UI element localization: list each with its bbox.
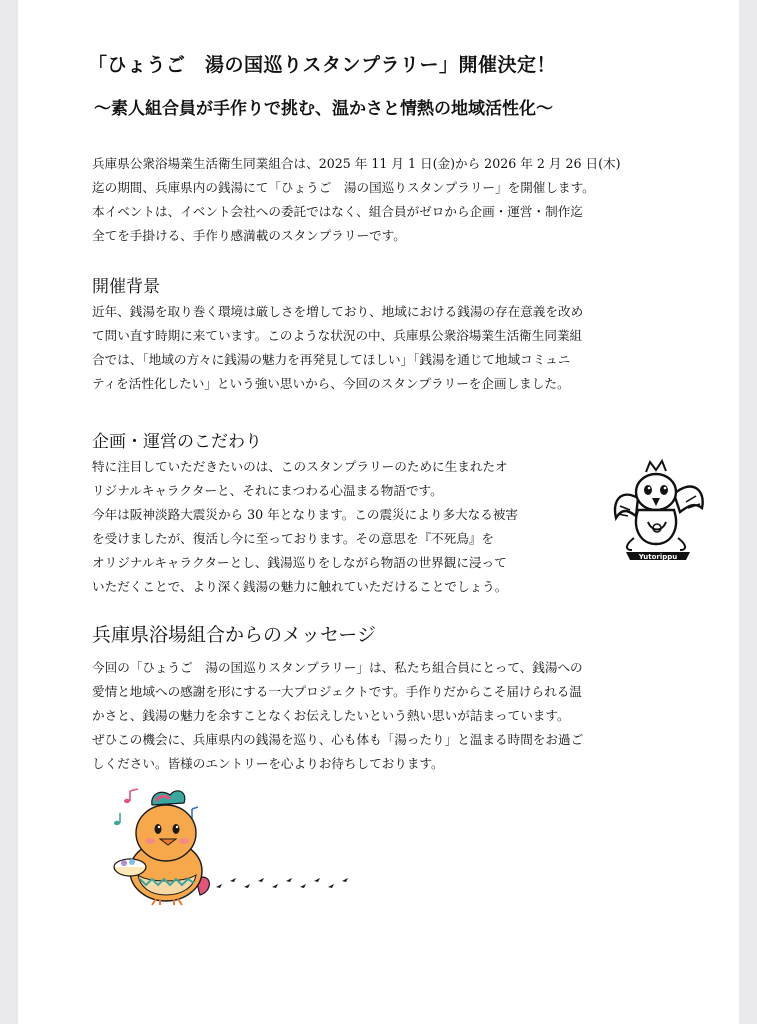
footprints-icon xyxy=(216,878,348,888)
background-line: ティを活性化したい」という強い思いから、今回のスタンプラリーを企画しました。 xyxy=(92,376,570,391)
intro-line: 本イベントは、イベント会社への委託ではなく、組合員がゼロから企画・運営・制作迄 xyxy=(92,204,583,219)
policy-line: オリジナルキャラクターとし、銭湯巡りをしながら物語の世界観に浸って xyxy=(92,555,507,570)
background-line: 合では、「地域の方々に銭湯の魅力を再発見してほしい」「銭湯を通じて地域コミュニ xyxy=(92,352,571,367)
message-paragraph xyxy=(92,656,583,776)
intro-paragraph xyxy=(92,152,621,248)
policy-paragraph xyxy=(92,455,518,599)
character-name-label: Yutorippu xyxy=(638,553,678,561)
background-paragraph xyxy=(92,300,583,396)
policy-line: リジナルキャラクターと、それにまつわる心温まる物語です。 xyxy=(92,483,443,498)
policy-heading: 企画・運営のこだわり xyxy=(92,432,262,452)
message-line: 今回の「ひょうご 湯の国巡りスタンプラリー」は、私たち組合員にとって、銭湯への xyxy=(92,660,583,675)
message-line: ぜひこの機会に、兵庫県内の銭湯を巡り、心も体も「湯ったり」と温まる時間をお過ご xyxy=(92,732,584,747)
policy-line: いただくことで、より深く銭湯の魅力に触れていただけることでしょう。 xyxy=(92,579,508,594)
intro-line: 全てを手掛ける、手作り感満載のスタンプラリーです。 xyxy=(92,228,406,243)
background-heading: 開催背景 xyxy=(92,277,160,297)
message-line: しください。皆様のエントリーを心よりお待ちしております。 xyxy=(92,756,444,771)
message-heading: 兵庫県浴場組合からのメッセージ xyxy=(92,624,376,646)
policy-line: を受けましたが、復活し今に至っております。その意思を『不死鳥』を xyxy=(92,531,494,546)
background-line: て問い直す時期に来ています。このような状況の中、兵庫県公衆浴場業生活衛生同業組 xyxy=(92,328,583,343)
policy-line: 今年は阪神淡路大震災から 30 年となります。この震災により多大なる被害 xyxy=(92,507,519,522)
phoenix-character-illustration xyxy=(608,458,708,564)
page-subtitle: 〜素人組合員が手作りで挑む、温かさと情熱の地域活性化〜 xyxy=(94,99,553,119)
music-note-icon xyxy=(114,813,120,825)
intro-line: 兵庫県公衆浴場業生活衛生同業組合は、2025 年 11 月 1 日(金)から 2026 年 2 月 26 日(木) xyxy=(92,156,621,171)
message-line: かさと、銭湯の魅力を余すことなくお伝えしたいという熱い思いが詰まっています。 xyxy=(92,708,570,723)
policy-line: 特に注目していただきたいのは、このスタンプラリーのために生まれたオ xyxy=(92,459,508,474)
bird-mascot-illustration xyxy=(96,783,358,913)
document-page xyxy=(18,0,739,1024)
message-line: 愛情と地域への感謝を形にする一大プロジェクトです。手作りだからこそ届けられる温 xyxy=(92,684,582,699)
page-title: 「ひょうご 湯の国巡りスタンプラリー」開催決定！ xyxy=(88,54,557,76)
music-note-icon xyxy=(124,789,138,803)
intro-line: 迄の期間、兵庫県内の銭湯にて「ひょうご 湯の国巡りスタンプラリー」を開催します。 xyxy=(92,180,595,195)
background-line: 近年、銭湯を取り巻く環境は厳しさを増しており、地域における銭湯の存在意義を改め xyxy=(92,304,584,319)
